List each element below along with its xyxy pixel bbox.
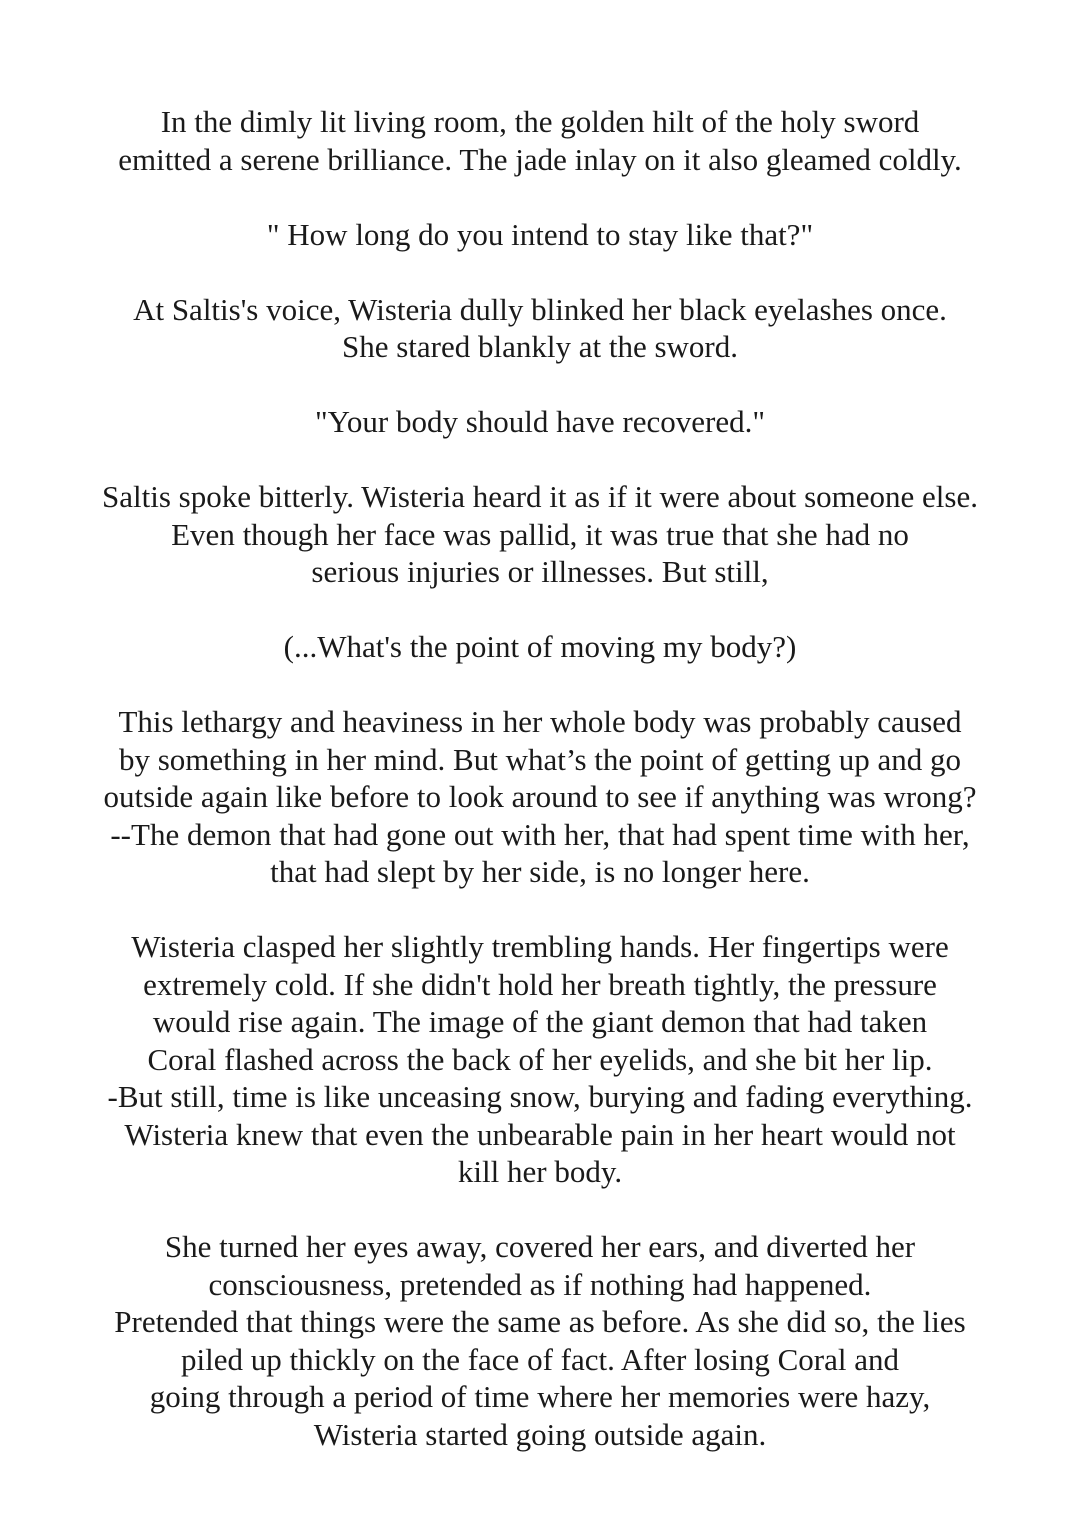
text-line: At Saltis's voice, Wisteria dully blinked her black eyelashes once. — [133, 291, 947, 327]
text-line: piled up thickly on the face of fact. After losing Coral and — [181, 1341, 899, 1377]
text-line: outside again like before to look around to see if anything was wrong? — [103, 779, 977, 814]
text-line: extremely cold. If she didn't hold her breath tightly, the pressure — [143, 966, 937, 1002]
paragraph-4 — [0, 403, 1080, 441]
text-line: Wisteria started going outside again. — [313, 1416, 767, 1452]
paragraph-6 — [0, 628, 1080, 666]
paragraph-7 — [0, 703, 1080, 891]
text-line: Saltis spoke bitterly. Wisteria heard it as if it were about someone else. — [102, 479, 978, 514]
text-line: Wisteria knew that even the unbearable pain in her heart would not — [124, 1116, 956, 1152]
text-line: Wisteria clasped her slightly trembling hands. Her fingertips were — [131, 929, 949, 964]
text-line: "Your body should have recovered." — [314, 404, 766, 439]
text-line: --The demon that had gone out with her, that had spent time with her, — [110, 816, 970, 852]
text-line: Pretended that things were the same as before. As she did so, the lies — [114, 1304, 966, 1339]
text-line: going through a period of time where her memories were hazy, — [149, 1379, 931, 1414]
paragraph-8 — [0, 928, 1080, 1191]
text-line: She stared blankly at the sword. — [341, 329, 739, 364]
text-line: She turned her eyes away, covered her ears, and diverted her — [164, 1229, 916, 1264]
paragraph-9 — [0, 1228, 1080, 1453]
text-line: -But still, time is like unceasing snow, burying and fading everything. — [107, 1079, 973, 1114]
paragraph-2 — [0, 216, 1080, 254]
text-line: by something in her mind. But what’s the point of getting up and go — [118, 741, 962, 777]
text-line: Coral flashed across the back of her eyelids, and she bit her lip. — [147, 1041, 933, 1077]
text-line: Even though her face was pallid, it was true that she had no — [171, 516, 909, 552]
text-line: consciousness, pretended as if nothing had happened. — [208, 1266, 872, 1302]
text-line: serious injuries or illnesses. But still, — [311, 554, 769, 589]
text-line: that had slept by her side, is no longer here. — [270, 854, 810, 889]
text-line: emitted a serene brilliance. The jade inlay on it also gleamed coldly. — [118, 141, 962, 177]
paragraph-5 — [0, 478, 1080, 591]
paragraph-1 — [0, 103, 1080, 178]
text-line: This lethargy and heaviness in her whole body was probably caused — [118, 704, 962, 739]
paragraph-3 — [0, 291, 1080, 366]
text-line: (...What's the point of moving my body?) — [283, 629, 797, 664]
text-line: kill her body. — [457, 1154, 623, 1189]
text-line: would rise again. The image of the giant demon that had taken — [152, 1004, 928, 1039]
text-line: In the dimly lit living room, the golden hilt of the holy sword — [160, 104, 920, 139]
text-line: " How long do you intend to stay like that?" — [266, 216, 814, 252]
